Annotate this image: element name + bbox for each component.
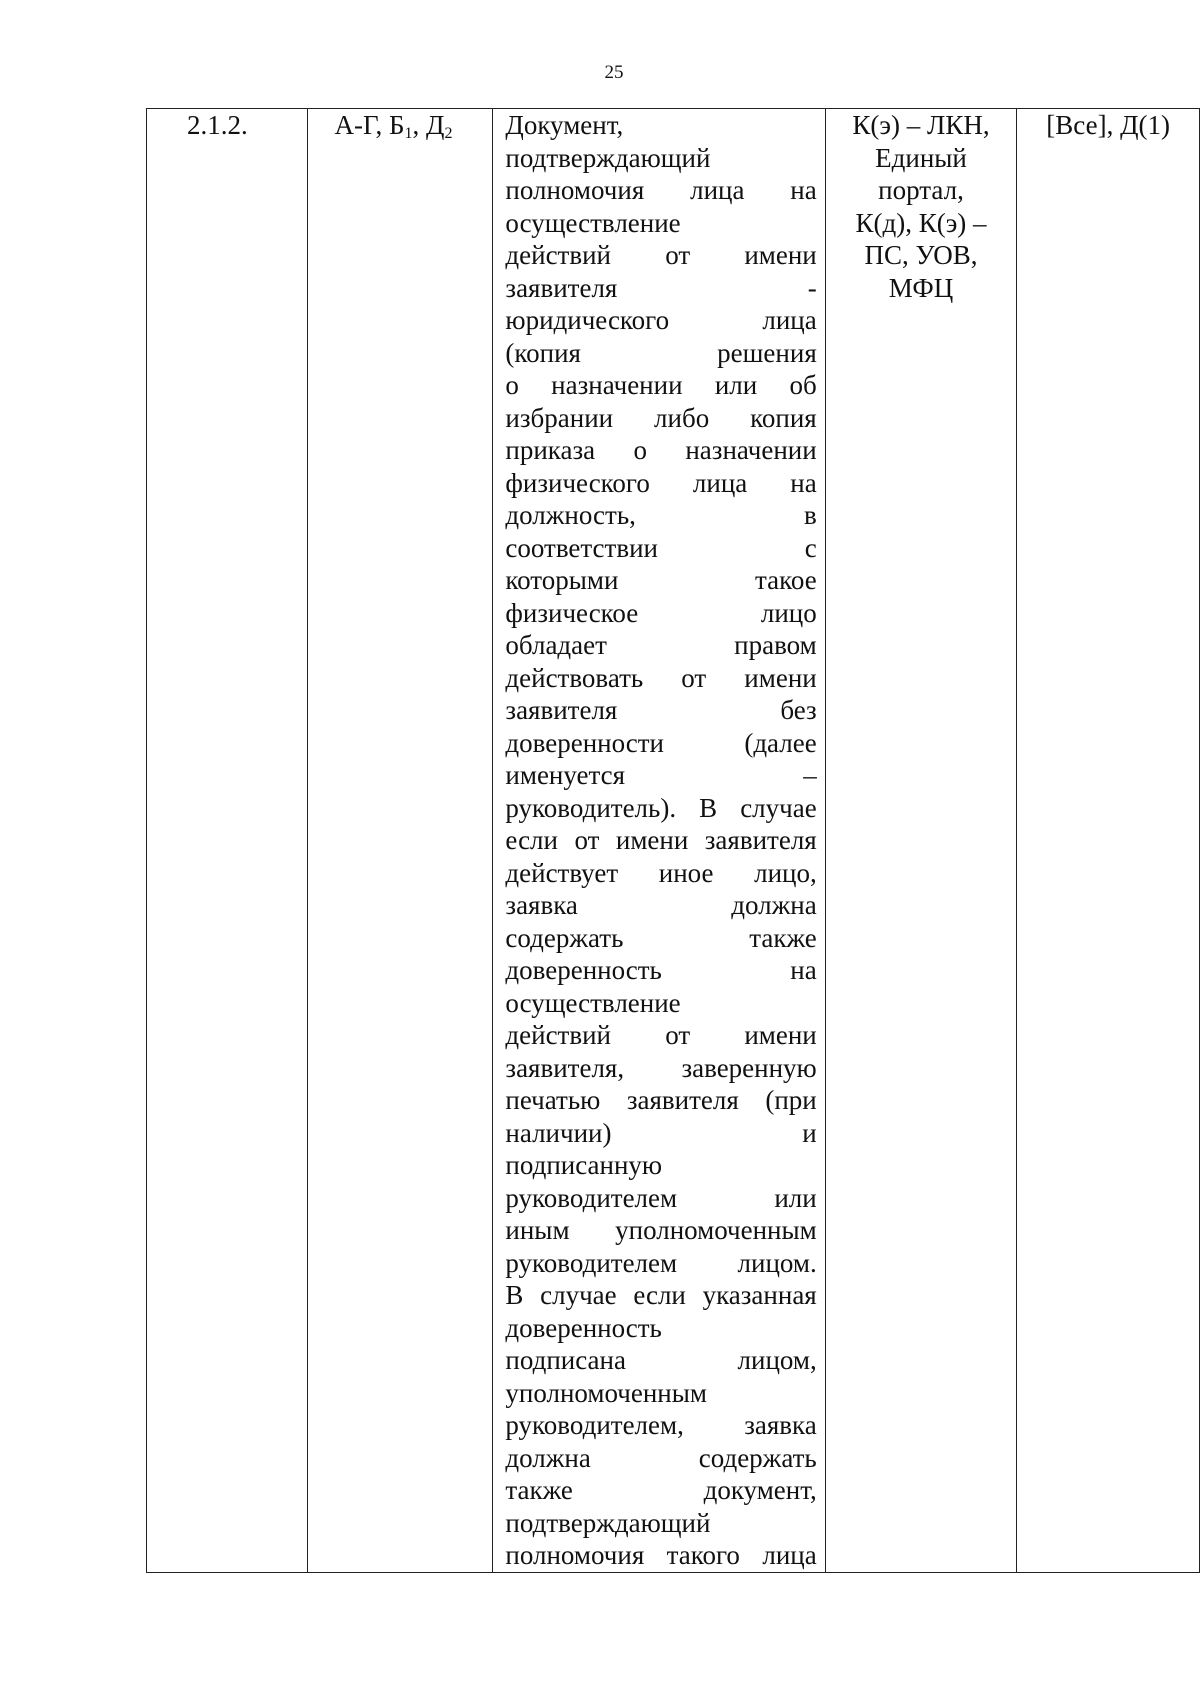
channel-line: К(э) – ЛКН, (852, 110, 990, 140)
description-line: физического лица на (505, 467, 817, 498)
description-line: соответствии с (505, 532, 817, 563)
channel-line: МФЦ (888, 272, 954, 303)
description-line: полномочия лица на (505, 175, 817, 205)
description-line: доверенность (505, 1312, 662, 1343)
row-number-cell (147, 109, 308, 1573)
submission-channels (830, 109, 1013, 304)
description-line: подтверждающий (505, 1507, 711, 1538)
row-number: 2.1.2. (187, 110, 248, 140)
description-line: полномочия такого лица (505, 1540, 817, 1570)
description-line: также документ, (505, 1475, 817, 1505)
channel-line: портал, (878, 175, 964, 205)
description-line: заявителя - (505, 272, 817, 303)
description-line: подтверждающий (505, 142, 711, 173)
description-line: осуществление (505, 207, 681, 238)
description-line: руководителем, заявка (505, 1410, 817, 1440)
description-line: руководителем лицом. (505, 1247, 817, 1278)
description-line: осуществление (505, 987, 681, 1018)
description-line: физическое лицо (505, 597, 817, 628)
description-line: если от имени заявителя (505, 825, 817, 855)
document-description-cell (493, 109, 825, 1573)
description-line: (копия решения (505, 337, 817, 368)
channel-line: ПС, УОВ, (864, 240, 978, 270)
document-description (505, 109, 816, 1572)
document-table (146, 108, 1200, 1573)
description-line: действий от имени (505, 1020, 817, 1050)
description-line: юридического лица (505, 305, 817, 335)
description-line: должность, в (505, 500, 817, 530)
description-line: наличии) и (505, 1117, 817, 1148)
description-line: руководителем или (505, 1182, 817, 1213)
page-number: 25 (604, 62, 624, 83)
description-line: именуется – (505, 760, 817, 790)
description-line: действует иное лицо, (505, 857, 817, 888)
table-row (147, 109, 1200, 1573)
description-line: действий от имени (505, 240, 817, 270)
description-line: обладает правом (505, 630, 817, 660)
applicant-categories: А-Г, $Б_1$, $Д_2$ (334, 110, 453, 142)
description-line: печатью заявителя (при (505, 1085, 817, 1115)
description-line: заявка должна (505, 890, 817, 920)
description-line: подписана лицом, (505, 1345, 817, 1375)
description-line: иным уполномоченным (505, 1215, 817, 1245)
applicability-cell (1017, 109, 1200, 1573)
channel-line: Единый (875, 142, 967, 173)
description-line: которыми такое (505, 565, 817, 595)
description-line: приказа о назначении (505, 435, 817, 465)
description-line: о назначении или об (505, 370, 817, 400)
description-line: доверенности (далее (505, 727, 817, 758)
description-line: доверенность на (505, 955, 817, 985)
description-line: В случае если указанная (505, 1280, 817, 1310)
description-line: действовать от имени (505, 662, 817, 693)
description-line: избрании либо копия (505, 402, 817, 433)
applicant-categories-cell (308, 109, 493, 1573)
description-line: заявителя без (505, 695, 817, 725)
description-line: уполномоченным (505, 1377, 707, 1408)
description-line: подписанную (505, 1150, 663, 1180)
description-line: Документ, (505, 110, 624, 140)
description-line: заявителя, заверенную (505, 1052, 817, 1083)
description-line: содержать также (505, 922, 817, 953)
description-line: должна содержать (505, 1442, 817, 1473)
applicability: [Все], Д(1) (1046, 110, 1170, 140)
channel-line: К(д), К(э) – (855, 207, 987, 238)
submission-channels-cell (825, 109, 1017, 1573)
description-line: руководитель). В случае (505, 792, 817, 823)
